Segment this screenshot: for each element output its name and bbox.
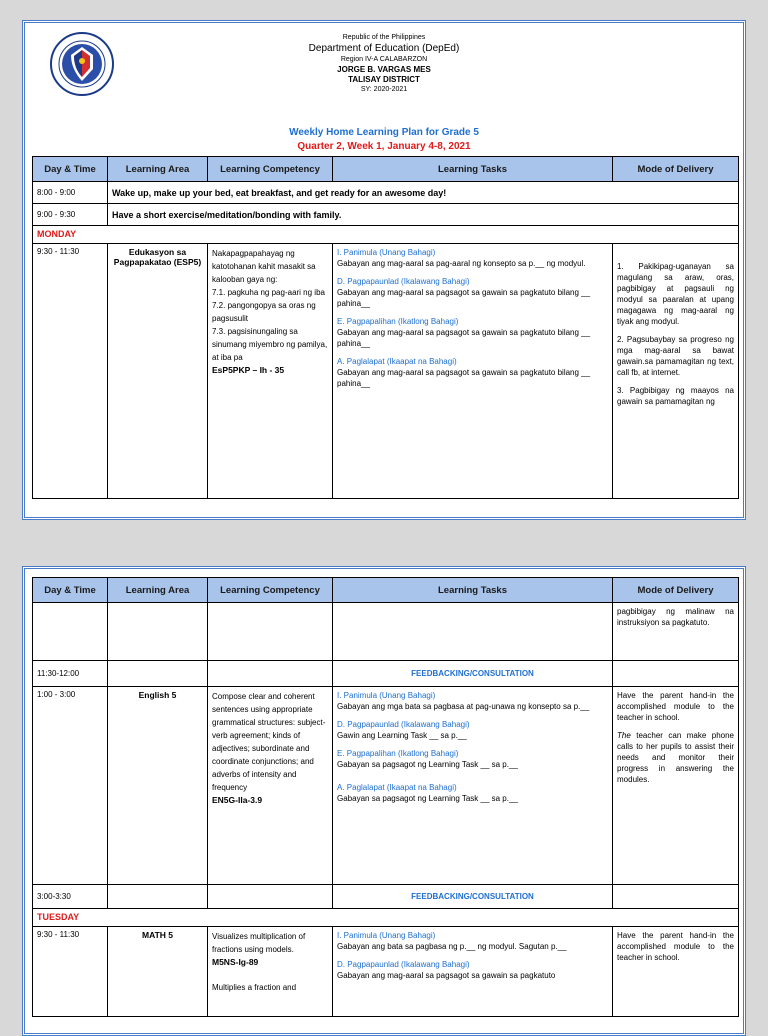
task-body: Gawin ang Learning Task __ sa p.__	[337, 731, 467, 740]
mode-text: 3. Pagbibigay ng maayos na gawain sa pamamagitan ng	[617, 386, 734, 406]
col-header-learning-competency: Learning Competency	[208, 578, 333, 603]
empty-cell	[108, 885, 208, 909]
task-heading: A. Paglalapat (Ikaapat na Bahagi)	[337, 783, 457, 792]
col-header-learning-area: Learning Area	[108, 157, 208, 182]
col-header-day-time: Day & Time	[33, 157, 108, 182]
competency-code: EN5G-IIa-3.9	[212, 795, 263, 805]
activity-text: Wake up, make up your bed, eat breakfast, and get ready for an awesome day!	[108, 182, 739, 204]
task-heading: D. Pagpapaunlad (Ikalawang Bahagi)	[337, 277, 470, 286]
competency-cell	[208, 927, 333, 1017]
time-cell: 8:00 - 9:00	[33, 182, 108, 204]
competency-code: EsP5PKP – Ih - 35	[212, 365, 285, 375]
time-cell: 11:30-12:00	[33, 661, 108, 687]
mode-text: teacher can make phone calls to her pupils to assist their needs and monitor their progress in answering the modules.	[617, 731, 734, 784]
competency-text: 7.1. pagkuha ng pag-aari ng iba	[212, 288, 325, 297]
empty-cell	[108, 603, 208, 661]
table-row	[33, 182, 739, 204]
competency-text: Nakapagpapahayag ng katotohanan kahit masakit sa kalooban gaya ng:	[212, 249, 316, 284]
plan-title: Weekly Home Learning Plan for Grade 5	[289, 127, 479, 138]
table-row	[33, 603, 739, 661]
col-header-mode-of-delivery: Mode of Delivery	[613, 157, 739, 182]
learning-plan-table-2	[32, 577, 739, 1017]
table-header-row	[33, 157, 739, 182]
competency-text: 7.2. pangongopya sa oras ng pagsusulit	[212, 301, 316, 323]
region-line: Region IV-A CALABARZON	[340, 56, 428, 63]
empty-cell	[613, 885, 739, 909]
tasks-cell	[333, 687, 613, 885]
tasks-cell	[333, 244, 613, 499]
task-body: Gabayan ang mag-aaral sa pagsagot sa gawain sa pagkatuto bilang __ pahina__	[337, 328, 591, 348]
school-year: SY: 2020-2021	[360, 86, 408, 93]
table-row	[33, 244, 739, 499]
task-heading: A. Paglalapat (Ikaapat na Bahagi)	[337, 357, 457, 366]
task-body: Gabayan ang mag-aaral sa pagsagot sa gawain sa pagkatuto	[337, 971, 556, 980]
mode-cell	[613, 927, 739, 1017]
competency-text: Visualizes multiplication of fractions using models.	[212, 932, 306, 954]
task-body: Gabayan ang mag-aaral sa pag-aaral ng konsepto sa p.__ ng modyul.	[337, 259, 586, 268]
learning-area-english: English 5	[108, 687, 208, 885]
mode-text: 1. Pakikipag-uganayan sa magulang sa araw, oras, pagbibigay at pagsauli ng modyul sa paaralan at upang magagawa ng mag-aaral ng tiyak ang modyul.	[617, 262, 734, 326]
competency-cell	[208, 244, 333, 499]
time-cell: 9:30 - 11:30	[33, 927, 108, 1017]
table-row	[33, 204, 739, 226]
competency-text: Multiplies a fraction and	[212, 983, 297, 992]
task-heading: I. Panimula (Unang Bahagi)	[337, 931, 436, 940]
mode-cell	[613, 244, 739, 499]
col-header-mode-of-delivery: Mode of Delivery	[613, 578, 739, 603]
mode-text: 2. Pagsubaybay sa progreso ng mga mag-aaral sa bawat gawain.sa pamamagitan ng text, call fb, at internet.	[617, 335, 734, 377]
letterhead	[25, 23, 743, 135]
mode-cell	[613, 687, 739, 885]
day-label-tuesday: TUESDAY	[33, 909, 739, 927]
empty-cell	[108, 661, 208, 687]
mode-emphasis: The	[617, 731, 631, 740]
col-header-learning-tasks: Learning Tasks	[333, 157, 613, 182]
day-row	[33, 909, 739, 927]
task-heading: I. Panimula (Unang Bahagi)	[337, 248, 436, 257]
table-header-row	[33, 578, 739, 603]
task-heading: E. Pagpapalihan (Ikatlong Bahagi)	[337, 317, 459, 326]
empty-cell	[208, 661, 333, 687]
task-heading: D. Pagpapaunlad (Ikalawang Bahagi)	[337, 720, 470, 729]
tasks-cell	[333, 927, 613, 1017]
feedbacking-label: FEEDBACKING/CONSULTATION	[333, 885, 613, 909]
learning-plan-table-1	[32, 156, 739, 499]
empty-cell	[208, 885, 333, 909]
col-header-learning-area: Learning Area	[108, 578, 208, 603]
day-row	[33, 226, 739, 244]
department-line: Department of Education (DepEd)	[308, 43, 460, 54]
competency-text: 7.3. pagsisinungaling sa sinumang miyembro ng pamilya, at iba pa	[212, 327, 328, 362]
time-cell: 1:00 - 3:00	[33, 687, 108, 885]
table-row	[33, 885, 739, 909]
task-body: Gabayan ang mga bata sa pagbasa at pag-unawa ng konsepto sa p.__	[337, 702, 590, 711]
col-header-learning-tasks: Learning Tasks	[333, 578, 613, 603]
task-body: Gabayan sa pagsagot ng Learning Task __ sa p.__	[337, 794, 518, 803]
table-row	[33, 687, 739, 885]
competency-code: M5NS-Ig-89	[212, 957, 259, 967]
table-row	[33, 927, 739, 1017]
empty-cell	[613, 661, 739, 687]
mode-text: Have the parent hand-in the accomplished module to the teacher in school.	[617, 691, 734, 722]
col-header-learning-competency: Learning Competency	[208, 157, 333, 182]
time-cell: 3:00-3:30	[33, 885, 108, 909]
time-cell: 9:00 - 9:30	[33, 204, 108, 226]
competency-text: Compose clear and coherent sentences using appropriate grammatical structures: subject-verb agreement; kinds of adjectives; subordinate and coordinate conjunctions; and adverbs of intensity and frequency	[212, 692, 326, 792]
task-body: Gabayan ang mag-aaral sa pagsagot sa gawain sa pagkatuto bilang __ pahina__	[337, 288, 591, 308]
task-heading: D. Pagpapaunlad (Ikalawang Bahagi)	[337, 960, 470, 969]
time-cell: 9:30 - 11:30	[33, 244, 108, 499]
learning-area-math: MATH 5	[108, 927, 208, 1017]
learning-area-esp: Edukasyon sa Pagpapakatao (ESP5)	[108, 244, 208, 499]
task-heading: I. Panimula (Unang Bahagi)	[337, 691, 436, 700]
republic-line: Republic of the Philippines	[342, 34, 426, 41]
school-name: JORGE B. VARGAS MES	[337, 65, 431, 74]
mode-text-continued: pagbibigay ng malinaw na instruksiyon sa pagkatuto.	[613, 603, 739, 661]
empty-cell	[208, 603, 333, 661]
task-body: Gabayan sa pagsagot ng Learning Task __ sa p.__	[337, 760, 518, 769]
competency-cell	[208, 687, 333, 885]
district-name: TALISAY DISTRICT	[348, 75, 420, 84]
empty-cell	[333, 603, 613, 661]
table-row	[33, 661, 739, 687]
task-body: Gabayan ang mag-aaral sa pagsagot sa gawain sa pagkatuto bilang __ pahina__	[337, 368, 591, 388]
document-page-1	[22, 20, 746, 520]
activity-text: Have a short exercise/meditation/bonding with family.	[108, 204, 739, 226]
document-page-2	[22, 566, 746, 1036]
empty-cell	[33, 603, 108, 661]
mode-text: Have the parent hand-in the accomplished module to the teacher in school.	[617, 931, 734, 962]
feedbacking-label: FEEDBACKING/CONSULTATION	[333, 661, 613, 687]
task-body: Gabayan ang bata sa pagbasa ng p.__ ng modyul. Sagutan p.__	[337, 942, 567, 951]
col-header-day-time: Day & Time	[33, 578, 108, 603]
day-label-monday: MONDAY	[33, 226, 739, 244]
task-heading: E. Pagpapalihan (Ikatlong Bahagi)	[337, 749, 459, 758]
plan-subtitle: Quarter 2, Week 1, January 4-8, 2021	[297, 141, 471, 152]
